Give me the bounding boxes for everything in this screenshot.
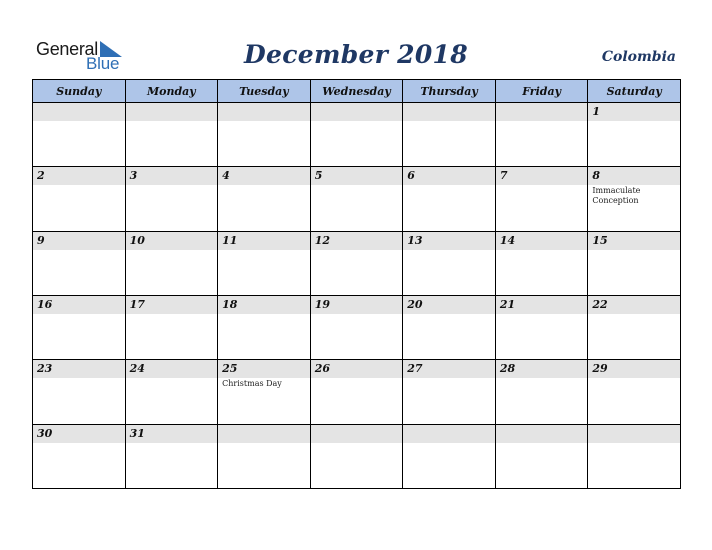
day-cell — [310, 360, 403, 424]
holiday-label — [311, 443, 403, 444]
holiday-label — [126, 250, 218, 251]
day-number: 20 — [403, 296, 495, 314]
day-cell — [495, 167, 588, 231]
day-number: 11 — [218, 232, 310, 250]
day-cell — [310, 167, 403, 231]
weekday-header: Wednesday — [310, 80, 403, 103]
calendar-title: December 2018 — [244, 40, 468, 69]
day-cell — [125, 424, 218, 488]
holiday-label — [126, 121, 218, 122]
logo-word-blue: Blue — [86, 54, 120, 73]
holiday-label — [588, 314, 680, 315]
weekday-header: Tuesday — [218, 80, 311, 103]
day-cell — [125, 360, 218, 424]
holiday-label — [311, 378, 403, 379]
weekday-header: Thursday — [403, 80, 496, 103]
day-cell — [403, 103, 496, 167]
day-cell — [218, 231, 311, 295]
day-cell — [125, 295, 218, 359]
day-number: 13 — [403, 232, 495, 250]
day-cell — [588, 167, 681, 231]
day-cell — [588, 424, 681, 488]
day-number: 7 — [496, 167, 588, 185]
day-number — [33, 103, 125, 121]
holiday-label: Christmas Day — [222, 379, 282, 389]
day-number: 1 — [588, 103, 680, 121]
day-number: 17 — [126, 296, 218, 314]
holiday-label — [496, 121, 588, 122]
day-number: 2 — [33, 167, 125, 185]
day-cell — [310, 424, 403, 488]
day-number: 23 — [33, 360, 125, 378]
day-number: 19 — [311, 296, 403, 314]
day-cell — [218, 167, 311, 231]
calendar-grid — [32, 79, 681, 489]
day-cell — [125, 103, 218, 167]
day-cell — [588, 295, 681, 359]
day-cell — [218, 424, 311, 488]
holiday-label — [496, 250, 588, 251]
holiday-label — [33, 250, 125, 251]
day-number — [496, 103, 588, 121]
holiday-label — [311, 121, 403, 122]
holiday-label — [588, 378, 680, 379]
day-number — [311, 425, 403, 443]
holiday-label — [311, 314, 403, 315]
holiday-label — [496, 185, 588, 186]
day-number — [588, 425, 680, 443]
day-number: 16 — [33, 296, 125, 314]
day-number: 6 — [403, 167, 495, 185]
holiday-label — [126, 314, 218, 315]
day-number: 10 — [126, 232, 218, 250]
day-cell — [218, 103, 311, 167]
holiday-label — [218, 121, 310, 122]
country-label: Colombia — [601, 49, 676, 65]
day-cell — [403, 231, 496, 295]
holiday-label — [588, 443, 680, 444]
day-cell — [495, 231, 588, 295]
week-row — [33, 167, 681, 231]
week-row — [33, 103, 681, 167]
day-number: 25 — [218, 360, 310, 378]
week-row — [33, 424, 681, 488]
day-cell — [310, 295, 403, 359]
day-cell — [310, 103, 403, 167]
holiday-label — [218, 185, 310, 186]
holiday-label — [496, 378, 588, 379]
day-cell — [125, 167, 218, 231]
day-cell — [310, 231, 403, 295]
holiday-label — [403, 250, 495, 251]
day-number: 12 — [311, 232, 403, 250]
holiday-label — [496, 443, 588, 444]
holiday-label — [311, 250, 403, 251]
holiday-label — [403, 121, 495, 122]
holiday-label — [403, 443, 495, 444]
day-number: 27 — [403, 360, 495, 378]
day-number: 9 — [33, 232, 125, 250]
holiday-label — [403, 378, 495, 379]
day-cell — [33, 295, 126, 359]
day-number: 24 — [126, 360, 218, 378]
logo-word-general: General — [36, 39, 98, 59]
day-cell — [33, 167, 126, 231]
day-cell — [403, 424, 496, 488]
day-number: 5 — [311, 167, 403, 185]
day-cell — [218, 360, 311, 424]
holiday-label — [218, 443, 310, 444]
day-cell — [588, 360, 681, 424]
holiday-label: Immaculate Conception — [592, 186, 641, 206]
day-cell — [33, 231, 126, 295]
weekday-header: Sunday — [33, 80, 126, 103]
day-number — [126, 103, 218, 121]
weekday-header: Saturday — [588, 80, 681, 103]
day-number: 15 — [588, 232, 680, 250]
day-number: 26 — [311, 360, 403, 378]
holiday-label — [33, 121, 125, 122]
holiday-label — [126, 378, 218, 379]
holiday-label — [496, 314, 588, 315]
weekday-header: Monday — [125, 80, 218, 103]
holiday-label — [33, 443, 125, 444]
holiday-label — [218, 250, 310, 251]
holiday-label — [403, 185, 495, 186]
holiday-label — [126, 185, 218, 186]
day-cell — [495, 103, 588, 167]
day-number — [403, 425, 495, 443]
day-cell — [403, 167, 496, 231]
day-number — [403, 103, 495, 121]
holiday-label — [33, 314, 125, 315]
day-cell — [403, 295, 496, 359]
holiday-label — [403, 314, 495, 315]
day-number: 8 — [588, 167, 680, 185]
week-row — [33, 295, 681, 359]
day-number: 4 — [218, 167, 310, 185]
day-number: 14 — [496, 232, 588, 250]
day-cell — [588, 231, 681, 295]
day-number — [311, 103, 403, 121]
day-number — [218, 425, 310, 443]
day-number: 31 — [126, 425, 218, 443]
weekday-header-row — [33, 80, 681, 103]
day-number: 21 — [496, 296, 588, 314]
day-number: 22 — [588, 296, 680, 314]
holiday-label — [33, 378, 125, 379]
day-cell — [125, 231, 218, 295]
day-cell — [33, 424, 126, 488]
weekday-header: Friday — [495, 80, 588, 103]
day-cell — [495, 360, 588, 424]
holiday-label — [33, 185, 125, 186]
week-row — [33, 360, 681, 424]
day-number: 28 — [496, 360, 588, 378]
day-cell — [588, 103, 681, 167]
day-number: 30 — [33, 425, 125, 443]
day-number — [218, 103, 310, 121]
holiday-label — [588, 121, 680, 122]
day-number: 18 — [218, 296, 310, 314]
day-cell — [495, 295, 588, 359]
day-cell — [33, 103, 126, 167]
holiday-label — [588, 250, 680, 251]
week-row — [33, 231, 681, 295]
day-number: 29 — [588, 360, 680, 378]
day-cell — [495, 424, 588, 488]
holiday-label — [218, 314, 310, 315]
day-cell — [403, 360, 496, 424]
day-number: 3 — [126, 167, 218, 185]
holiday-label — [311, 185, 403, 186]
day-cell — [33, 360, 126, 424]
holiday-label — [126, 443, 218, 444]
day-cell — [218, 295, 311, 359]
day-number — [496, 425, 588, 443]
